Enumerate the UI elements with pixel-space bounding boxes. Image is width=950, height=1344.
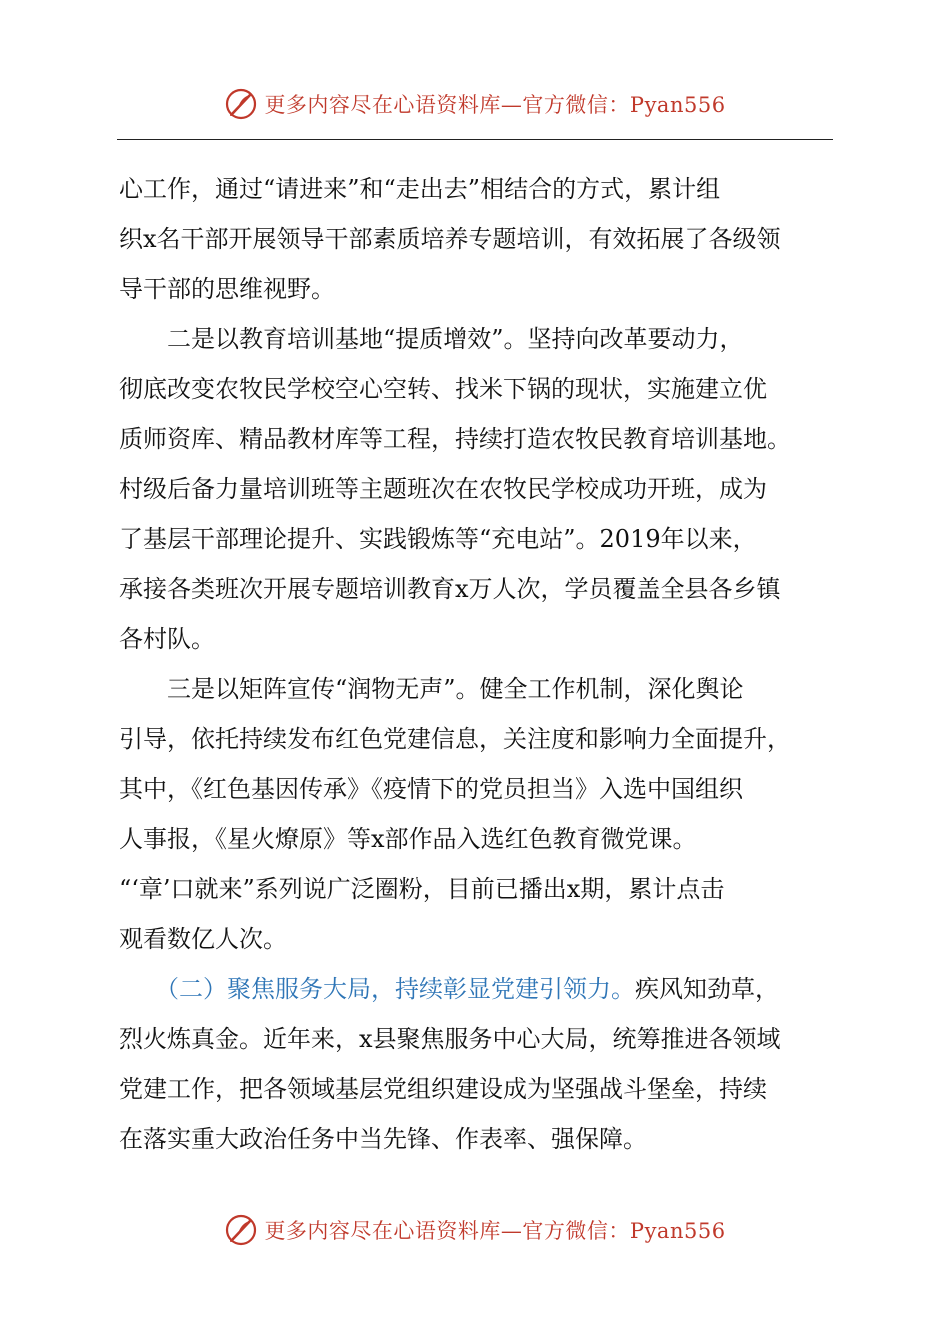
text-segment: 其中，《红色基因传承》《疫情下的党员担当》入选中国组织 [119,775,743,803]
quill-pen-logo-icon [224,87,258,121]
text-segment: 了基层干部理论提升、实践锻炼等“充电站”。2019年以来， [119,525,757,553]
text-segment: 村级后备力量培训班等主题班次在农牧民学校成功开班，成为 [119,475,767,503]
text-line [119,1114,835,1164]
text-line [119,814,835,864]
text-line [119,1064,835,1114]
text-line [119,964,835,1014]
text-line [119,664,835,714]
text-line [119,414,835,464]
text-line [119,864,835,914]
text-line [119,364,835,414]
text-segment: 观看数亿人次。 [119,925,287,953]
footer-banner [0,1210,950,1250]
text-segment: 质师资库、精品教材库等工程，持续打造农牧民教育培训基地。 [119,425,791,453]
text-segment: 引导，依托持续发布红色党建信息，关注度和影响力全面提升， [119,725,791,753]
text-segment: 烈火炼真金。近年来，x县聚焦服务中心大局，统筹推进各领域 [119,1025,781,1053]
text-segment: 心工作，通过“请进来”和“走出去”相结合的方式，累计组 [119,175,721,203]
header-banner [0,84,950,124]
text-segment: 各村队。 [119,625,215,653]
footer-banner-text: 更多内容尽在心语资料库—官方微信：Pyan556 [264,1219,726,1243]
text-line [119,564,835,614]
text-segment: 二是以教育培训基地“提质增效”。坚持向改革要动力， [119,325,744,353]
text-line [119,514,835,564]
header-divider [117,139,833,140]
text-segment: 三是以矩阵宣传“润物无声”。健全工作机制，深化舆论 [119,675,744,703]
text-segment: 疾风知劲草， [635,975,779,1003]
text-segment: 承接各类班次开展专题培训教育x万人次，学员覆盖全县各乡镇 [119,575,781,603]
text-line [119,464,835,514]
text-line [119,714,835,764]
text-line [119,614,835,664]
banner-text: 更多内容尽在心语资料库—官方微信：Pyan556 [264,93,726,117]
text-line [119,314,835,364]
text-segment [119,975,167,1003]
text-line [119,1014,835,1064]
section-heading: （二）聚焦服务大局，持续彰显党建引领力。 [167,975,635,1003]
text-line [119,914,835,964]
quill-pen-logo-icon [224,1213,258,1247]
text-segment: 导干部的思维视野。 [119,275,335,303]
text-segment: 人事报，《星火燎原》等x部作品入选红色教育微党课。 [119,825,697,853]
text-line [119,214,835,264]
text-line [119,764,835,814]
text-segment: 在落实重大政治任务中当先锋、作表率、强保障。 [119,1125,647,1153]
text-line [119,164,835,214]
text-segment: 彻底改变农牧民学校空心空转、找米下锅的现状，实施建立优 [119,375,767,403]
text-segment: 织x名干部开展领导干部素质培养专题培训，有效拓展了各级领 [119,225,781,253]
text-segment: 党建工作，把各领域基层党组织建设成为坚强战斗堡垒，持续 [119,1075,767,1103]
document-body [119,164,835,1164]
text-segment: “‘章’口就来”系列说广泛圈粉，目前已播出x期，累计点击 [119,875,725,903]
text-line [119,264,835,314]
